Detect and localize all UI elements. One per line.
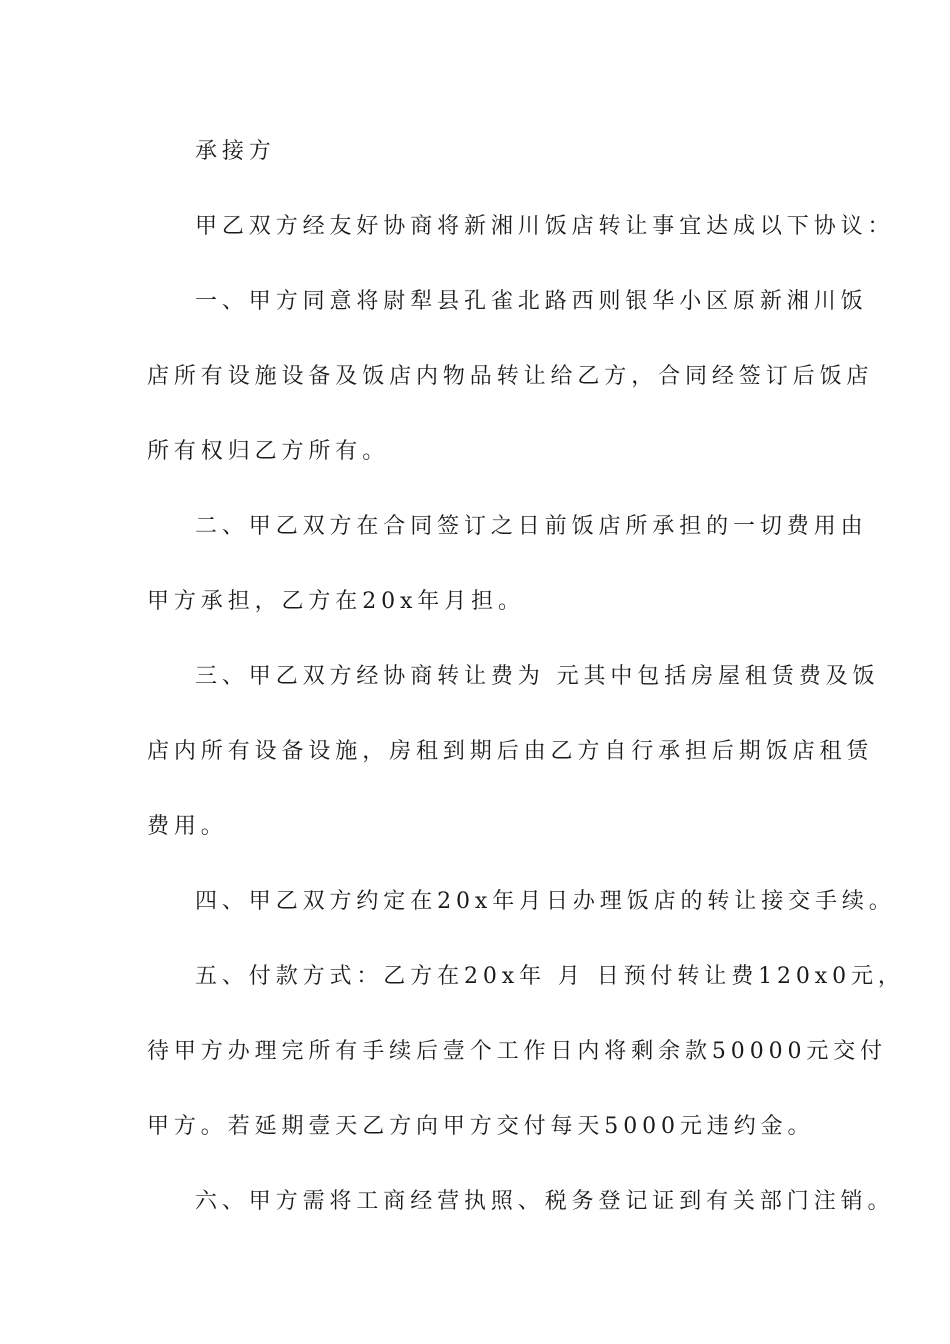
clause-5-line-1: 五、付款方式：乙方在20x年 月 日预付转让费120x0元， [195,964,905,989]
heading-party: 承接方 [195,139,276,164]
clause-2-line-1: 二、甲乙双方在合同签订之日前饭店所承担的一切费用由 [195,514,868,539]
clause-4-line-1: 四、甲乙双方约定在20x年月日办理饭店的转让接交手续。 [195,889,896,914]
clause-6-line-1: 六、甲方需将工商经营执照、税务登记证到有关部门注销。 [195,1189,895,1214]
clause-2-line-2: 甲方承担，乙方在20x年月担。 [147,589,525,614]
clause-3-line-2: 店内所有设备设施，房租到期后由乙方自行承担后期饭店租赁 [147,739,874,764]
intro-paragraph: 甲乙双方经友好协商将新湘川饭店转让事宜达成以下协议： [195,214,895,239]
clause-3-line-3: 费用。 [147,814,228,839]
clause-3-line-1: 三、甲乙双方经协商转让费为 元其中包括房屋租赁费及饭 [195,664,880,689]
clause-5-line-2: 待甲方办理完所有手续后壹个工作日内将剩余款50000元交付 [147,1039,888,1064]
clause-1-line-1: 一、甲方同意将尉犁县孔雀北路西则银华小区原新湘川饭 [195,289,868,314]
clause-1-line-3: 所有权归乙方所有。 [147,439,390,464]
clause-1-line-2: 店所有设施设备及饭店内物品转让给乙方，合同经签订后饭店 [147,364,874,389]
clause-5-line-3: 甲方。若延期壹天乙方向甲方交付每天5000元违约金。 [147,1114,815,1139]
